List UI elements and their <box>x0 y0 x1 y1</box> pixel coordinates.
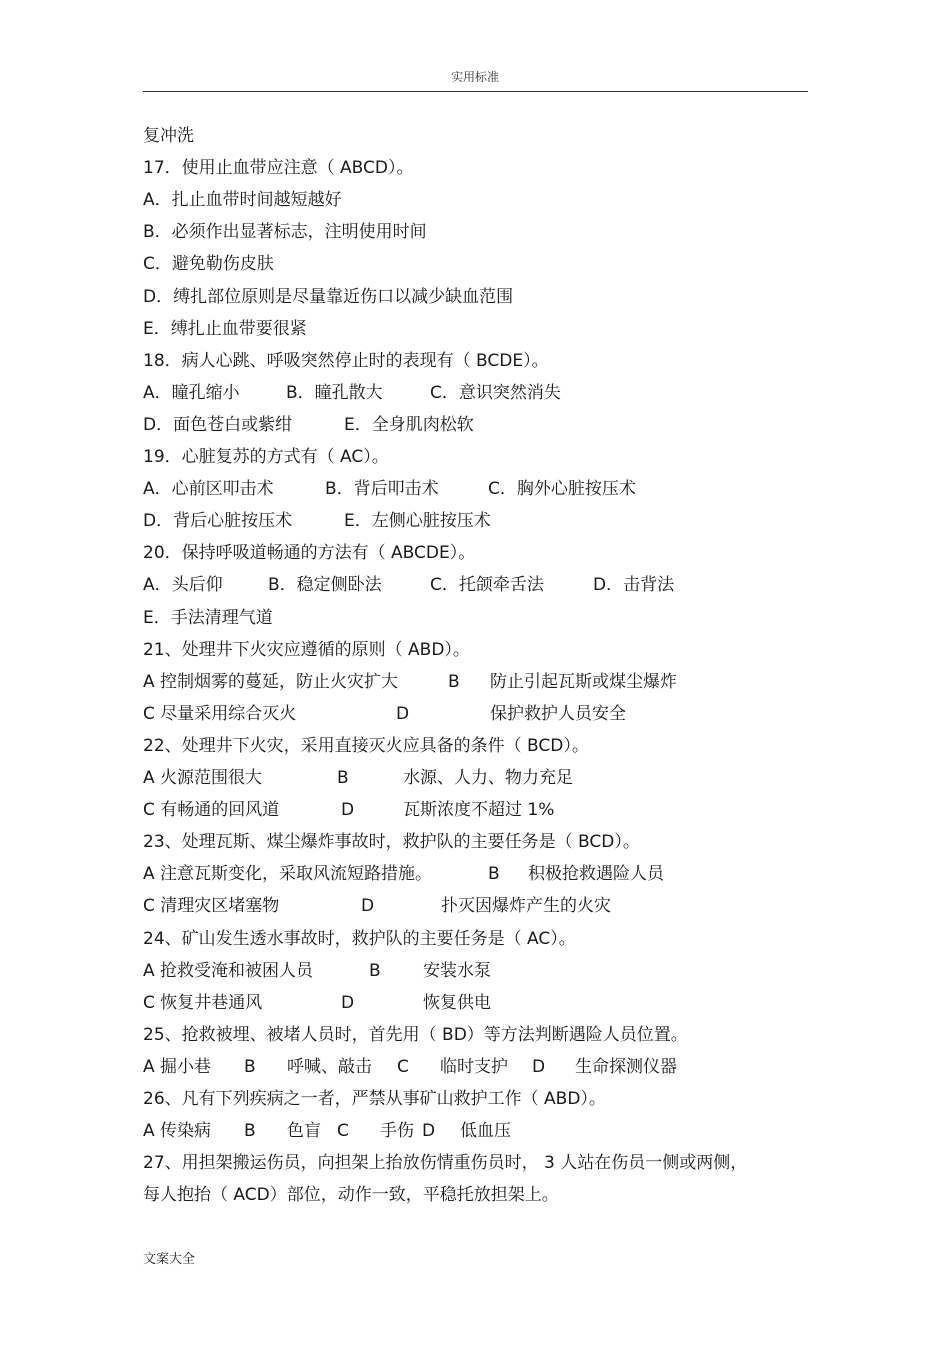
line-segment: C．意识突然消失 <box>430 382 561 403</box>
line-segment: A 抢救受淹和被困人员 <box>143 960 314 981</box>
line-segment: 低血压 <box>460 1121 511 1142</box>
line-segment: A 传染病 <box>143 1121 212 1142</box>
line-segment: D <box>361 896 375 917</box>
line-segment: 手伤 <box>380 1121 414 1142</box>
line-segment: A 控制烟雾的蔓延，防止火灾扩大 <box>143 671 399 692</box>
line-segment: D <box>341 992 355 1013</box>
line-segment: D．面色苍白或紫绀 <box>143 414 293 435</box>
line-segment: E．全身肌肉松软 <box>344 414 474 435</box>
line-segment: 生命探测仪器 <box>575 1056 677 1077</box>
line-segment: 临时支护 <box>440 1056 508 1077</box>
line-segment: B．瞳孔散大 <box>286 382 383 403</box>
line-segment: A 火源范围很大 <box>143 768 263 788</box>
text-line: E．手法清理气道 <box>143 607 273 628</box>
line-segment: A．心前区叩击术 <box>143 479 274 500</box>
line-segment: 呼喊、敲击 <box>287 1056 372 1077</box>
line-segment: C．胸外心脏按压术 <box>488 479 636 500</box>
line-segment: A 注意瓦斯变化，采取风流短路措施。 <box>143 864 433 885</box>
text-line: 27、用担架搬运伤员，向担架上抬放伤情重伤员时， 3 人站在伤员一侧或两侧， <box>143 1153 748 1174</box>
line-segment: C．托颌牵舌法 <box>430 575 544 596</box>
page-header: 实用标准 <box>450 70 499 84</box>
line-segment: 积极抢救遇险人员 <box>528 864 664 885</box>
line-segment: C 清理灾区堵塞物 <box>143 896 280 917</box>
line-segment: B．背后叩击术 <box>325 479 439 500</box>
line-segment: B <box>369 960 381 981</box>
line-segment: D．击背法 <box>593 575 675 596</box>
line-segment: B <box>337 768 349 788</box>
line-segment: C <box>397 1056 409 1077</box>
line-segment: D <box>341 800 355 821</box>
line-segment: 瓦斯浓度不超过 1% <box>403 800 555 821</box>
line-segment: A．瞳孔缩小 <box>143 382 240 403</box>
text-line: 复冲洗 <box>143 126 194 146</box>
line-segment: 水源、人力、物力充足 <box>403 768 573 788</box>
line-segment: D <box>396 703 410 724</box>
text-line: 18．病人心跳、呼吸突然停止时的表现有（ BCDE）。 <box>143 350 549 371</box>
text-line: A．扎止血带时间越短越好 <box>143 190 342 211</box>
line-segment: D <box>532 1056 546 1077</box>
line-segment: C <box>337 1121 349 1142</box>
line-segment: D．背后心脏按压术 <box>143 511 293 532</box>
line-segment: E．左侧心脏按压术 <box>344 511 491 532</box>
line-segment: B．稳定侧卧法 <box>268 575 382 596</box>
text-line: D．缚扎部位原则是尽量靠近伤口以减少缺血范围 <box>143 286 514 307</box>
text-line: 19．心脏复苏的方式有（ AC）。 <box>143 447 389 467</box>
line-segment: 色盲 <box>287 1121 321 1142</box>
text-line: B．必须作出显著标志，注明使用时间 <box>143 222 427 243</box>
text-line: 26、凡有下列疾病之一者，严禁从事矿山救护工作（ ABD）。 <box>143 1089 606 1109</box>
text-line: 17．使用止血带应注意（ ABCD）。 <box>143 158 414 179</box>
line-segment: C 有畅通的回风道 <box>143 800 280 821</box>
line-segment: C 恢复井巷通风 <box>143 992 263 1013</box>
text-line: C．避免勒伤皮肤 <box>143 254 274 275</box>
line-segment: A．头后仰 <box>143 575 223 596</box>
line-segment: B <box>244 1056 256 1077</box>
header-rule <box>143 91 808 92</box>
text-line: 22、处理井下火灾，采用直接灭火应具备的条件（ BCD）。 <box>143 735 589 756</box>
line-segment: B <box>448 671 460 692</box>
line-segment: B <box>488 864 500 885</box>
text-line: 24、矿山发生透水事故时，救护队的主要任务是（ AC）。 <box>143 928 576 949</box>
line-segment: 恢复供电 <box>423 992 491 1013</box>
text-line: 21、处理井下火灾应遵循的原则（ ABD）。 <box>143 639 470 660</box>
text-line: 25、抢救被埋、被堵人员时，首先用（ BD）等方法判断遇险人员位置。 <box>143 1024 688 1045</box>
text-line: 20．保持呼吸道畅通的方法有（ ABCDE）。 <box>143 543 476 564</box>
line-segment: B <box>244 1121 256 1142</box>
line-segment: 安装水泵 <box>423 960 491 981</box>
line-segment: D <box>422 1121 436 1142</box>
line-segment: A 掘小巷 <box>143 1056 212 1077</box>
line-segment: 扑灭因爆炸产生的火灾 <box>441 896 611 917</box>
line-segment: 保护救护人员安全 <box>490 703 626 724</box>
text-line: 23、处理瓦斯、煤尘爆炸事故时，救护队的主要任务是（ BCD）。 <box>143 832 640 853</box>
page-footer: 文案大全 <box>143 1252 196 1267</box>
line-segment: C 尽量采用综合灭火 <box>143 703 297 724</box>
text-line: E．缚扎止血带要很紧 <box>143 318 307 339</box>
line-segment: 防止引起瓦斯或煤尘爆炸 <box>490 671 677 692</box>
text-line: 每人抱抬（ ACD）部位，动作一致，平稳托放担架上。 <box>143 1185 559 1206</box>
